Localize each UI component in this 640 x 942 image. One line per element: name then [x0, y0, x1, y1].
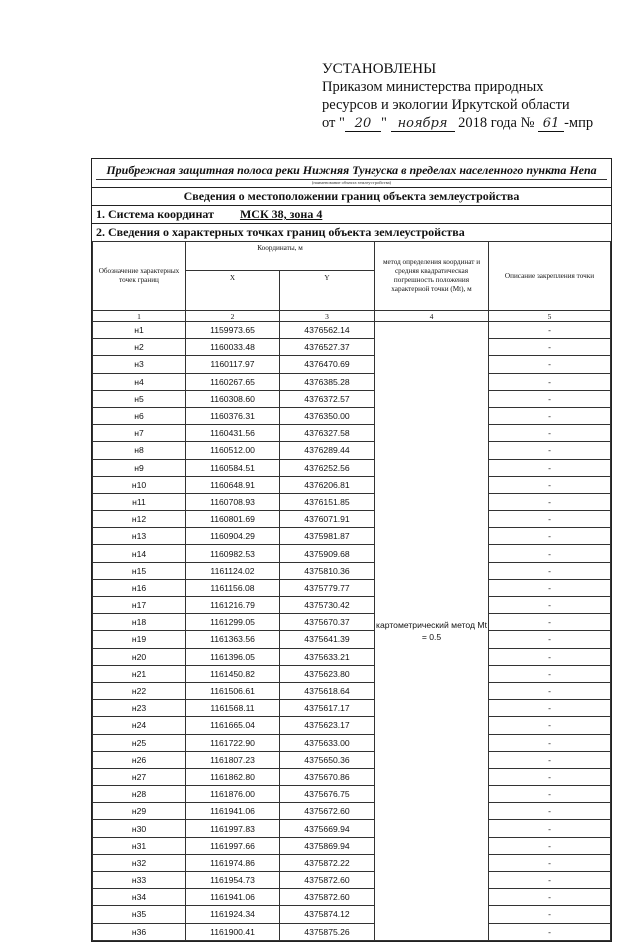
- point-name: н23: [93, 700, 186, 717]
- point-description: -: [489, 579, 611, 596]
- point-x: 1160512.00: [186, 442, 280, 459]
- point-y: 4375676.75: [280, 786, 375, 803]
- point-description: -: [489, 528, 611, 545]
- point-description: -: [489, 339, 611, 356]
- point-y: 4376350.00: [280, 407, 375, 424]
- table-row: [93, 803, 611, 820]
- point-description: -: [489, 425, 611, 442]
- point-x: 1161156.08: [186, 579, 280, 596]
- point-description: -: [489, 373, 611, 390]
- point-y: 4375623.17: [280, 717, 375, 734]
- col-index-4: 4: [375, 311, 489, 322]
- point-name: н32: [93, 854, 186, 871]
- point-x: 1161900.41: [186, 923, 280, 940]
- point-y: 4375670.86: [280, 768, 375, 785]
- approval-line-1: Приказом министерства природных: [322, 79, 544, 95]
- table-row: [93, 390, 611, 407]
- point-description: -: [489, 734, 611, 751]
- point-y: 4375623.80: [280, 665, 375, 682]
- point-x: 1160033.48: [186, 339, 280, 356]
- point-y: 4375875.26: [280, 923, 375, 940]
- point-name: н34: [93, 889, 186, 906]
- points-section-title: 2. Сведения о характерных точках границ объекта землеустройства: [92, 223, 611, 241]
- point-y: 4375633.21: [280, 648, 375, 665]
- point-x: 1161396.05: [186, 648, 280, 665]
- point-description: -: [489, 906, 611, 923]
- point-description: -: [489, 820, 611, 837]
- point-y: 4376151.85: [280, 493, 375, 510]
- point-x: 1161997.66: [186, 837, 280, 854]
- approval-month: ноября: [391, 116, 455, 132]
- point-name: н28: [93, 786, 186, 803]
- point-name: н9: [93, 459, 186, 476]
- point-name: н1: [93, 322, 186, 339]
- table-row: [93, 820, 611, 837]
- point-name: н14: [93, 545, 186, 562]
- table-row: [93, 562, 611, 579]
- point-x: 1160376.31: [186, 407, 280, 424]
- point-y: 4376527.37: [280, 339, 375, 356]
- point-y: 4375872.60: [280, 872, 375, 889]
- point-x: 1161450.82: [186, 665, 280, 682]
- point-y: 4375650.36: [280, 751, 375, 768]
- point-x: 1161941.06: [186, 803, 280, 820]
- point-y: 4375641.39: [280, 631, 375, 648]
- point-name: н12: [93, 511, 186, 528]
- point-x: 1161299.05: [186, 614, 280, 631]
- point-x: 1161722.90: [186, 734, 280, 751]
- point-name: н16: [93, 579, 186, 596]
- header-designation: Обозначение характерных точек границ: [93, 242, 186, 311]
- table-row: [93, 665, 611, 682]
- point-description: -: [489, 597, 611, 614]
- point-description: -: [489, 837, 611, 854]
- point-name: н4: [93, 373, 186, 390]
- point-y: 4375669.94: [280, 820, 375, 837]
- point-x: 1161216.79: [186, 597, 280, 614]
- section-title: Сведения о местоположении границ объекта землеустройства: [92, 187, 611, 205]
- table-row: [93, 511, 611, 528]
- point-name: н7: [93, 425, 186, 442]
- point-x: 1159973.65: [186, 322, 280, 339]
- point-x: 1161506.61: [186, 682, 280, 699]
- header-description: Описание закрепления точки: [489, 242, 611, 311]
- table-row: [93, 545, 611, 562]
- table-row: [93, 889, 611, 906]
- point-y: 4376372.57: [280, 390, 375, 407]
- point-x: 1161997.83: [186, 820, 280, 837]
- point-description: -: [489, 665, 611, 682]
- point-name: н18: [93, 614, 186, 631]
- point-description: -: [489, 923, 611, 940]
- table-row: [93, 700, 611, 717]
- table-row: [93, 682, 611, 699]
- point-description: -: [489, 803, 611, 820]
- col-index-2: 2: [186, 311, 280, 322]
- object-title-caption: (наименование объекта землеустройства): [96, 179, 607, 187]
- point-name: н24: [93, 717, 186, 734]
- point-name: н35: [93, 906, 186, 923]
- table-row: [93, 768, 611, 785]
- col-index-5: 5: [489, 311, 611, 322]
- header-method: метод определения координат и средняя квадратическая погрешность положения характерной точки (Mt), м: [375, 242, 489, 311]
- point-x: 1161974.86: [186, 854, 280, 871]
- point-x: 1160431.56: [186, 425, 280, 442]
- point-y: 4375872.60: [280, 889, 375, 906]
- point-description: -: [489, 545, 611, 562]
- table-row: [93, 476, 611, 493]
- point-name: н3: [93, 356, 186, 373]
- point-description: -: [489, 717, 611, 734]
- approval-prefix: от ": [322, 115, 345, 131]
- table-row: [93, 442, 611, 459]
- table-row: [93, 906, 611, 923]
- point-x: 1161665.04: [186, 717, 280, 734]
- point-description: -: [489, 562, 611, 579]
- point-y: 4375633.00: [280, 734, 375, 751]
- boundary-document: [91, 158, 612, 942]
- point-y: 4375810.36: [280, 562, 375, 579]
- point-name: н26: [93, 751, 186, 768]
- point-y: 4375617.17: [280, 700, 375, 717]
- point-y: 4376470.69: [280, 356, 375, 373]
- approval-suffix: -мпр: [564, 115, 594, 131]
- point-name: н8: [93, 442, 186, 459]
- point-y: 4375672.60: [280, 803, 375, 820]
- point-name: н33: [93, 872, 186, 889]
- approval-year: 2018 года №: [458, 115, 535, 131]
- point-x: 1161941.06: [186, 889, 280, 906]
- coordinate-system-row: [92, 205, 611, 223]
- point-y: 4375981.87: [280, 528, 375, 545]
- point-name: н11: [93, 493, 186, 510]
- point-name: н21: [93, 665, 186, 682]
- point-x: 1161807.23: [186, 751, 280, 768]
- table-row: [93, 597, 611, 614]
- table-row: [93, 631, 611, 648]
- point-description: -: [489, 682, 611, 699]
- point-description: -: [489, 631, 611, 648]
- approval-date-line: [322, 114, 622, 132]
- point-x: 1160982.53: [186, 545, 280, 562]
- point-description: -: [489, 700, 611, 717]
- point-name: н22: [93, 682, 186, 699]
- point-x: 1161862.80: [186, 768, 280, 785]
- header-y: Y: [280, 271, 375, 311]
- point-x: 1160267.65: [186, 373, 280, 390]
- table-row: [93, 717, 611, 734]
- point-y: 4376252.56: [280, 459, 375, 476]
- table-row: [93, 872, 611, 889]
- point-y: 4375670.37: [280, 614, 375, 631]
- coordinate-system-label: 1. Система координат: [96, 207, 214, 221]
- point-x: 1160584.51: [186, 459, 280, 476]
- point-name: н30: [93, 820, 186, 837]
- approval-stamp: [322, 60, 622, 132]
- header-x: X: [186, 271, 280, 311]
- point-name: н27: [93, 768, 186, 785]
- table-row: [93, 614, 611, 631]
- point-x: 1160708.93: [186, 493, 280, 510]
- header-coordinates: Координаты, м: [186, 242, 375, 271]
- point-name: н20: [93, 648, 186, 665]
- table-row: [93, 493, 611, 510]
- table-row: [93, 407, 611, 424]
- table-row: [93, 356, 611, 373]
- coordinate-system-value: МСК 38, зона 4: [239, 207, 323, 221]
- point-description: -: [489, 493, 611, 510]
- approval-line-2: ресурсов и экологии Иркутской области: [322, 97, 570, 113]
- col-index-3: 3: [280, 311, 375, 322]
- point-name: н17: [93, 597, 186, 614]
- object-title: Прибрежная защитная полоса реки Нижняя Тунгуска в пределах населенного пункта Непа: [106, 163, 597, 177]
- table-row: [93, 425, 611, 442]
- approval-mid: ": [380, 115, 387, 131]
- point-name: н10: [93, 476, 186, 493]
- point-y: 4375872.22: [280, 854, 375, 871]
- point-y: 4375909.68: [280, 545, 375, 562]
- point-name: н31: [93, 837, 186, 854]
- point-name: н6: [93, 407, 186, 424]
- table-row: [93, 339, 611, 356]
- point-description: -: [489, 356, 611, 373]
- table-row: [93, 923, 611, 940]
- point-y: 4376385.28: [280, 373, 375, 390]
- point-y: 4376327.58: [280, 425, 375, 442]
- point-description: -: [489, 648, 611, 665]
- point-name: н2: [93, 339, 186, 356]
- table-row: [93, 837, 611, 854]
- point-y: 4376071.91: [280, 511, 375, 528]
- point-name: н19: [93, 631, 186, 648]
- point-x: 1160648.91: [186, 476, 280, 493]
- point-description: -: [489, 459, 611, 476]
- point-y: 4375618.64: [280, 682, 375, 699]
- point-name: н13: [93, 528, 186, 545]
- point-x: 1161568.11: [186, 700, 280, 717]
- point-y: 4376206.81: [280, 476, 375, 493]
- column-index-row: [93, 311, 611, 322]
- approval-number: 61: [538, 116, 564, 132]
- points-table: [92, 241, 611, 941]
- point-description: -: [489, 390, 611, 407]
- point-name: н36: [93, 923, 186, 940]
- point-name: н15: [93, 562, 186, 579]
- approval-day: 20: [345, 116, 381, 132]
- point-y: 4376289.44: [280, 442, 375, 459]
- point-name: н5: [93, 390, 186, 407]
- table-row: [93, 751, 611, 768]
- approval-title: УСТАНОВЛЕНЫ: [322, 61, 437, 77]
- point-x: 1160308.60: [186, 390, 280, 407]
- table-row: [93, 528, 611, 545]
- point-description: -: [489, 768, 611, 785]
- point-description: -: [489, 751, 611, 768]
- point-x: 1160117.97: [186, 356, 280, 373]
- point-x: 1161876.00: [186, 786, 280, 803]
- point-description: -: [489, 407, 611, 424]
- point-name: н25: [93, 734, 186, 751]
- point-y: 4375869.94: [280, 837, 375, 854]
- table-row: [93, 459, 611, 476]
- point-description: -: [489, 476, 611, 493]
- method-cell: картометрический метод Mt = 0.5: [375, 322, 489, 941]
- point-description: -: [489, 872, 611, 889]
- point-description: -: [489, 614, 611, 631]
- point-description: -: [489, 786, 611, 803]
- point-description: -: [489, 322, 611, 339]
- table-row: [93, 373, 611, 390]
- point-y: 4375874.12: [280, 906, 375, 923]
- table-row: [93, 579, 611, 596]
- point-x: 1160801.69: [186, 511, 280, 528]
- point-x: 1160904.29: [186, 528, 280, 545]
- point-y: 4375779.77: [280, 579, 375, 596]
- point-y: 4376562.14: [280, 322, 375, 339]
- point-x: 1161924.34: [186, 906, 280, 923]
- point-name: н29: [93, 803, 186, 820]
- table-row: [93, 786, 611, 803]
- table-row: [93, 648, 611, 665]
- point-description: -: [489, 889, 611, 906]
- point-x: 1161363.56: [186, 631, 280, 648]
- point-x: 1161954.73: [186, 872, 280, 889]
- point-description: -: [489, 854, 611, 871]
- point-description: -: [489, 442, 611, 459]
- point-description: -: [489, 511, 611, 528]
- point-y: 4375730.42: [280, 597, 375, 614]
- table-row: [93, 322, 611, 339]
- point-x: 1161124.02: [186, 562, 280, 579]
- table-row: [93, 734, 611, 751]
- col-index-1: 1: [93, 311, 186, 322]
- table-row: [93, 854, 611, 871]
